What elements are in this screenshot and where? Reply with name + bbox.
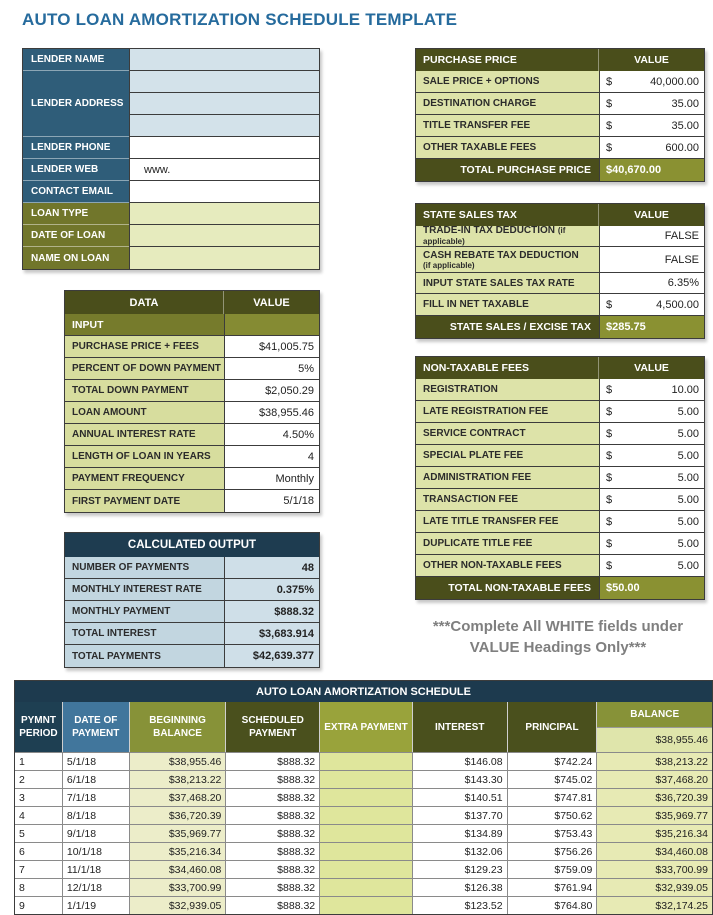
lender-value-cell[interactable] bbox=[129, 115, 319, 137]
data-row-value[interactable]: 4 bbox=[224, 446, 319, 468]
payment-period-cell: 9 bbox=[15, 896, 63, 914]
calculated-output-table bbox=[64, 532, 320, 668]
lender-row bbox=[23, 49, 319, 71]
data-row-value[interactable]: $41,005.75 bbox=[224, 336, 319, 358]
money-row bbox=[416, 533, 704, 555]
money-row bbox=[416, 489, 704, 511]
note-line-1: ***Complete All WHITE fields under bbox=[432, 618, 684, 635]
principal-cell: $753.43 bbox=[508, 824, 598, 842]
schedule-data-row bbox=[15, 770, 712, 788]
lender-values bbox=[129, 181, 319, 203]
currency-symbol: $ bbox=[606, 141, 613, 154]
data-row bbox=[65, 490, 319, 512]
lender-label: LOAN TYPE bbox=[23, 203, 129, 225]
amount: 5.00 bbox=[677, 427, 699, 440]
purchase-price-table bbox=[415, 48, 705, 182]
payment-date-cell: 7/1/18 bbox=[63, 788, 130, 806]
money-row bbox=[416, 445, 704, 467]
amount: 35.00 bbox=[671, 119, 699, 132]
schedule-col-balance: BALANCE bbox=[597, 702, 712, 727]
lender-row bbox=[23, 71, 319, 137]
calc-row bbox=[65, 557, 319, 579]
money-row-label: LATE TITLE TRANSFER FEE bbox=[416, 511, 599, 533]
beginning-balance-cell: $32,939.05 bbox=[130, 896, 227, 914]
schedule-data-row bbox=[15, 878, 712, 896]
money-row bbox=[416, 115, 704, 137]
principal-cell: $759.09 bbox=[508, 860, 598, 878]
schedule-data-row bbox=[15, 788, 712, 806]
data-row-label: FIRST PAYMENT DATE bbox=[65, 490, 224, 512]
data-row bbox=[65, 380, 319, 402]
amount: 10.00 bbox=[671, 383, 699, 396]
currency-symbol: $ bbox=[606, 97, 613, 110]
lender-value-cell[interactable] bbox=[129, 137, 319, 159]
lender-values bbox=[129, 225, 319, 247]
interest-cell: $126.38 bbox=[413, 878, 508, 896]
data-row-label: PURCHASE PRICE + FEES bbox=[65, 336, 224, 358]
money-row-label bbox=[416, 226, 599, 247]
beginning-balance-cell: $38,955.46 bbox=[130, 752, 227, 770]
schedule-col-scheduled-payment: SCHEDULED PAYMENT bbox=[226, 702, 320, 752]
balance-cell: $36,720.39 bbox=[597, 788, 712, 806]
money-row bbox=[416, 555, 704, 577]
calc-row bbox=[65, 601, 319, 623]
extra-payment-cell[interactable] bbox=[320, 788, 413, 806]
balance-cell: $32,174.25 bbox=[597, 896, 712, 914]
scheduled-payment-cell: $888.32 bbox=[226, 842, 320, 860]
scheduled-payment-cell: $888.32 bbox=[226, 860, 320, 878]
amount: 40,000.00 bbox=[650, 75, 699, 88]
money-row-label: LATE REGISTRATION FEE bbox=[416, 401, 599, 423]
money-table-header bbox=[416, 357, 704, 379]
beginning-balance-cell: $35,216.34 bbox=[130, 842, 227, 860]
schedule-col-beginning-balance: BEGINNING BALANCE bbox=[130, 702, 227, 752]
lender-row bbox=[23, 181, 319, 203]
currency-symbol: $ bbox=[606, 515, 613, 528]
money-table-header bbox=[416, 204, 704, 226]
schedule-balance-column bbox=[597, 702, 712, 752]
calc-row bbox=[65, 623, 319, 645]
calc-row-value: 0.375% bbox=[224, 579, 319, 601]
currency-symbol: $ bbox=[606, 383, 613, 396]
data-row bbox=[65, 358, 319, 380]
lender-label: CONTACT EMAIL bbox=[23, 181, 129, 203]
money-row-label: SALE PRICE + OPTIONS bbox=[416, 71, 599, 93]
balance-cell: $35,216.34 bbox=[597, 824, 712, 842]
schedule-data-row bbox=[15, 896, 712, 914]
money-total-label: TOTAL NON-TAXABLE FEES bbox=[416, 577, 599, 599]
scheduled-payment-cell: $888.32 bbox=[226, 788, 320, 806]
page-title: AUTO LOAN AMORTIZATION SCHEDULE TEMPLATE bbox=[22, 10, 458, 29]
calc-row-value: $42,639.377 bbox=[224, 645, 319, 667]
balance-cell: $37,468.20 bbox=[597, 770, 712, 788]
money-total-value bbox=[599, 159, 704, 181]
extra-payment-cell[interactable] bbox=[320, 806, 413, 824]
instruction-note bbox=[408, 616, 708, 658]
payment-date-cell: 10/1/18 bbox=[63, 842, 130, 860]
amount: 5.00 bbox=[677, 537, 699, 550]
currency-symbol: $ bbox=[606, 537, 613, 550]
data-row bbox=[65, 468, 319, 490]
lender-values bbox=[129, 159, 319, 181]
money-row-value[interactable] bbox=[599, 226, 704, 247]
payment-period-cell: 3 bbox=[15, 788, 63, 806]
lender-value-cell[interactable] bbox=[129, 203, 319, 225]
money-row-label: TITLE TRANSFER FEE bbox=[416, 115, 599, 137]
scheduled-payment-cell: $888.32 bbox=[226, 824, 320, 842]
balance-cell: $38,213.22 bbox=[597, 752, 712, 770]
money-row-value[interactable] bbox=[599, 467, 704, 489]
payment-period-cell: 6 bbox=[15, 842, 63, 860]
lender-row bbox=[23, 137, 319, 159]
lender-row bbox=[23, 247, 319, 269]
money-row-label: DUPLICATE TITLE FEE bbox=[416, 533, 599, 555]
money-row-label: DESTINATION CHARGE bbox=[416, 93, 599, 115]
currency-symbol: $ bbox=[606, 75, 613, 88]
interest-cell: $143.30 bbox=[413, 770, 508, 788]
data-row bbox=[65, 446, 319, 468]
amount: 5.00 bbox=[677, 515, 699, 528]
money-row-value[interactable] bbox=[599, 489, 704, 511]
money-row-value[interactable] bbox=[599, 93, 704, 115]
lender-label: LENDER WEB bbox=[23, 159, 129, 181]
money-header-label: PURCHASE PRICE bbox=[416, 49, 599, 71]
money-row bbox=[416, 401, 704, 423]
money-row-label: INPUT STATE SALES TAX RATE bbox=[416, 273, 599, 294]
amount: 6.35% bbox=[667, 277, 699, 289]
beginning-balance-cell: $38,213.22 bbox=[130, 770, 227, 788]
currency-symbol: $ bbox=[606, 427, 613, 440]
lender-value-cell[interactable] bbox=[129, 93, 319, 115]
input-subheader-label: INPUT bbox=[65, 314, 224, 336]
principal-cell: $750.62 bbox=[508, 806, 598, 824]
payment-date-cell: 11/1/18 bbox=[63, 860, 130, 878]
lender-value-cell[interactable]: www. bbox=[129, 159, 319, 181]
lender-values bbox=[129, 247, 319, 269]
money-total-value bbox=[599, 577, 704, 599]
payment-period-cell: 2 bbox=[15, 770, 63, 788]
money-row-value[interactable] bbox=[599, 401, 704, 423]
schedule-data-row bbox=[15, 806, 712, 824]
money-row bbox=[416, 137, 704, 159]
lender-row bbox=[23, 203, 319, 225]
money-row-label: REGISTRATION bbox=[416, 379, 599, 401]
payment-period-cell: 7 bbox=[15, 860, 63, 878]
payment-date-cell: 12/1/18 bbox=[63, 878, 130, 896]
lender-row bbox=[23, 225, 319, 247]
lender-info-table bbox=[22, 48, 320, 270]
data-row-value[interactable]: 5% bbox=[224, 358, 319, 380]
amortization-schedule-table bbox=[14, 680, 713, 915]
money-row-value[interactable] bbox=[599, 273, 704, 294]
data-row-value[interactable]: $38,955.46 bbox=[224, 402, 319, 424]
calc-row-label: TOTAL INTEREST bbox=[65, 623, 224, 645]
currency-symbol: $ bbox=[606, 119, 613, 132]
extra-payment-cell[interactable] bbox=[320, 824, 413, 842]
extra-payment-cell[interactable] bbox=[320, 860, 413, 878]
data-row-value[interactable]: 4.50% bbox=[224, 424, 319, 446]
principal-cell: $756.26 bbox=[508, 842, 598, 860]
data-row-label: LENGTH OF LOAN IN YEARS bbox=[65, 446, 224, 468]
calc-row-value: $3,683.914 bbox=[224, 623, 319, 645]
money-header-label: STATE SALES TAX bbox=[416, 204, 599, 226]
calc-row-value: 48 bbox=[224, 557, 319, 579]
amount: 5.00 bbox=[677, 493, 699, 506]
money-row-label: OTHER NON-TAXABLE FEES bbox=[416, 555, 599, 577]
balance-cell: $33,700.99 bbox=[597, 860, 712, 878]
data-row-label: LOAN AMOUNT bbox=[65, 402, 224, 424]
money-row-value[interactable] bbox=[599, 115, 704, 137]
interest-cell: $134.89 bbox=[413, 824, 508, 842]
schedule-title: AUTO LOAN AMORTIZATION SCHEDULE bbox=[15, 681, 712, 702]
data-row-value[interactable]: Monthly bbox=[224, 468, 319, 490]
amount: 5.00 bbox=[677, 405, 699, 418]
interest-cell: $140.51 bbox=[413, 788, 508, 806]
money-row-label-text: CASH REBATE TAX DEDUCTION bbox=[423, 249, 579, 261]
payment-period-cell: 8 bbox=[15, 878, 63, 896]
loan-data-table bbox=[64, 290, 320, 513]
money-row-label-note: (if applicable) bbox=[423, 260, 475, 270]
money-row-label: SERVICE CONTRACT bbox=[416, 423, 599, 445]
calculated-output-header: CALCULATED OUTPUT bbox=[65, 533, 319, 557]
input-subheader-value bbox=[224, 314, 319, 336]
calc-row bbox=[65, 645, 319, 667]
money-total-row bbox=[416, 316, 704, 338]
money-row-value[interactable] bbox=[599, 511, 704, 533]
payment-date-cell: 1/1/19 bbox=[63, 896, 130, 914]
amount: 600.00 bbox=[665, 141, 699, 154]
money-row-value[interactable] bbox=[599, 137, 704, 159]
currency-symbol: $ bbox=[606, 164, 613, 176]
data-row bbox=[65, 402, 319, 424]
data-row-label: PERCENT OF DOWN PAYMENT bbox=[65, 358, 224, 380]
principal-cell: $747.81 bbox=[508, 788, 598, 806]
amount: 4,500.00 bbox=[656, 298, 699, 311]
lender-value-cell[interactable] bbox=[129, 71, 319, 93]
currency-symbol: $ bbox=[606, 471, 613, 484]
data-row-value[interactable]: $2,050.29 bbox=[224, 380, 319, 402]
input-subheader-row bbox=[65, 314, 319, 336]
data-row-label: TOTAL DOWN PAYMENT bbox=[65, 380, 224, 402]
value-header-label: VALUE bbox=[634, 54, 669, 66]
lender-values bbox=[129, 71, 319, 137]
data-header-label: DATA bbox=[65, 291, 224, 314]
amount: 5.00 bbox=[677, 449, 699, 462]
money-row-label: OTHER TAXABLE FEES bbox=[416, 137, 599, 159]
extra-payment-cell[interactable] bbox=[320, 842, 413, 860]
currency-symbol: $ bbox=[606, 559, 613, 572]
money-row-value[interactable] bbox=[599, 379, 704, 401]
payment-date-cell: 9/1/18 bbox=[63, 824, 130, 842]
schedule-col-principal: PRINCIPAL bbox=[508, 702, 598, 752]
money-total-label: TOTAL PURCHASE PRICE bbox=[416, 159, 599, 181]
calc-row-label: NUMBER OF PAYMENTS bbox=[65, 557, 224, 579]
extra-payment-cell[interactable] bbox=[320, 878, 413, 896]
currency-symbol: $ bbox=[606, 493, 613, 506]
money-total-value bbox=[599, 316, 704, 338]
money-row bbox=[416, 511, 704, 533]
interest-cell: $132.06 bbox=[413, 842, 508, 860]
calc-row-label: MONTHLY PAYMENT bbox=[65, 601, 224, 623]
interest-cell: $123.52 bbox=[413, 896, 508, 914]
principal-cell: $764.80 bbox=[508, 896, 598, 914]
money-row bbox=[416, 226, 704, 247]
amount: FALSE bbox=[664, 253, 699, 266]
data-row-value[interactable]: 5/1/18 bbox=[224, 490, 319, 512]
interest-cell: $137.70 bbox=[413, 806, 508, 824]
money-row bbox=[416, 423, 704, 445]
scheduled-payment-cell: $888.32 bbox=[226, 878, 320, 896]
extra-payment-cell[interactable] bbox=[320, 896, 413, 914]
data-row bbox=[65, 424, 319, 446]
schedule-col-interest: INTEREST bbox=[413, 702, 508, 752]
scheduled-payment-cell: $888.32 bbox=[226, 806, 320, 824]
lender-row bbox=[23, 159, 319, 181]
note-line-2: VALUE Headings Only*** bbox=[469, 639, 647, 656]
interest-cell: $146.08 bbox=[413, 752, 508, 770]
interest-cell: $129.23 bbox=[413, 860, 508, 878]
payment-date-cell: 5/1/18 bbox=[63, 752, 130, 770]
money-row-value[interactable] bbox=[599, 247, 704, 273]
money-row-value[interactable] bbox=[599, 555, 704, 577]
value-header-label: VALUE bbox=[634, 362, 669, 374]
principal-cell: $761.94 bbox=[508, 878, 598, 896]
amount: 5.00 bbox=[677, 559, 699, 572]
money-row-label-text: TRADE-IN TAX DEDUCTION (if applicable) bbox=[423, 225, 566, 246]
money-table-header bbox=[416, 49, 704, 71]
schedule-header-row bbox=[15, 702, 712, 752]
calc-row bbox=[65, 579, 319, 601]
initial-balance-cell: $38,955.46 bbox=[597, 727, 712, 752]
lender-value-cell[interactable] bbox=[129, 181, 319, 203]
amount: $285.75 bbox=[606, 321, 646, 333]
payment-date-cell: 8/1/18 bbox=[63, 806, 130, 824]
scheduled-payment-cell: $888.32 bbox=[226, 896, 320, 914]
money-row-label: FILL IN NET TAXABLE bbox=[416, 294, 599, 316]
money-row-value[interactable] bbox=[599, 71, 704, 93]
payment-period-cell: 5 bbox=[15, 824, 63, 842]
beginning-balance-cell: $35,969.77 bbox=[130, 824, 227, 842]
currency-symbol: $ bbox=[606, 405, 613, 418]
lender-values bbox=[129, 49, 319, 71]
money-header-label: NON-TAXABLE FEES bbox=[416, 357, 599, 379]
calc-row-label: TOTAL PAYMENTS bbox=[65, 645, 224, 667]
lender-values bbox=[129, 203, 319, 225]
schedule-data-row bbox=[15, 824, 712, 842]
state-sales-tax-table bbox=[415, 203, 705, 339]
money-row-value[interactable] bbox=[599, 294, 704, 316]
money-row bbox=[416, 273, 704, 294]
lender-value-cell[interactable] bbox=[129, 49, 319, 71]
money-row bbox=[416, 467, 704, 489]
schedule-col-date-of-payment: DATE OF PAYMENT bbox=[63, 702, 130, 752]
calc-row-label: MONTHLY INTEREST RATE bbox=[65, 579, 224, 601]
balance-cell: $35,969.77 bbox=[597, 806, 712, 824]
principal-cell: $745.02 bbox=[508, 770, 598, 788]
payment-date-cell: 6/1/18 bbox=[63, 770, 130, 788]
balance-cell: $34,460.08 bbox=[597, 842, 712, 860]
currency-symbol: $ bbox=[606, 582, 613, 594]
value-header-label: VALUE bbox=[634, 209, 669, 221]
value-header-label: VALUE bbox=[253, 296, 290, 309]
schedule-col-extra-payment: EXTRA PAYMENT bbox=[320, 702, 413, 752]
extra-payment-cell[interactable] bbox=[320, 770, 413, 788]
money-row bbox=[416, 247, 704, 273]
money-row-value[interactable] bbox=[599, 423, 704, 445]
amount: 5.00 bbox=[677, 471, 699, 484]
payment-period-cell: 4 bbox=[15, 806, 63, 824]
schedule-data-row bbox=[15, 842, 712, 860]
beginning-balance-cell: $33,700.99 bbox=[130, 878, 227, 896]
money-total-row bbox=[416, 159, 704, 181]
beginning-balance-cell: $36,720.39 bbox=[130, 806, 227, 824]
principal-cell: $742.24 bbox=[508, 752, 598, 770]
money-row bbox=[416, 294, 704, 316]
money-row-label-note: (if applicable) bbox=[423, 226, 566, 246]
money-total-label: STATE SALES / EXCISE TAX bbox=[416, 316, 599, 338]
lender-label: DATE OF LOAN bbox=[23, 225, 129, 247]
non-taxable-fees-table bbox=[415, 356, 705, 600]
money-row bbox=[416, 93, 704, 115]
lender-value-cell[interactable] bbox=[129, 247, 319, 269]
money-row-value[interactable] bbox=[599, 445, 704, 467]
payment-period-cell: 1 bbox=[15, 752, 63, 770]
beginning-balance-cell: $34,460.08 bbox=[130, 860, 227, 878]
beginning-balance-cell: $37,468.20 bbox=[130, 788, 227, 806]
calc-row-value: $888.32 bbox=[224, 601, 319, 623]
money-row bbox=[416, 379, 704, 401]
money-row-label: SPECIAL PLATE FEE bbox=[416, 445, 599, 467]
scheduled-payment-cell: $888.32 bbox=[226, 770, 320, 788]
balance-cell: $32,939.05 bbox=[597, 878, 712, 896]
schedule-col-pymnt-period: PYMNT PERIOD bbox=[15, 702, 63, 752]
schedule-data-row bbox=[15, 860, 712, 878]
lender-value-cell[interactable] bbox=[129, 225, 319, 247]
money-row bbox=[416, 71, 704, 93]
currency-symbol: $ bbox=[606, 449, 613, 462]
money-row-label: ADMINISTRATION FEE bbox=[416, 467, 599, 489]
lender-label: NAME ON LOAN bbox=[23, 247, 129, 269]
money-total-row bbox=[416, 577, 704, 599]
money-row-label: TRANSACTION FEE bbox=[416, 489, 599, 511]
schedule-data-row bbox=[15, 752, 712, 770]
amount: 50.00 bbox=[612, 582, 640, 594]
lender-label: LENDER PHONE bbox=[23, 137, 129, 159]
lender-label: LENDER NAME bbox=[23, 49, 129, 71]
extra-payment-cell[interactable] bbox=[320, 752, 413, 770]
amount: 35.00 bbox=[671, 97, 699, 110]
data-row-label: ANNUAL INTEREST RATE bbox=[65, 424, 224, 446]
data-row-label: PAYMENT FREQUENCY bbox=[65, 468, 224, 490]
money-row-value[interactable] bbox=[599, 533, 704, 555]
data-table-header bbox=[65, 291, 319, 314]
money-row-label bbox=[416, 247, 599, 273]
currency-symbol: $ bbox=[606, 298, 613, 311]
data-row bbox=[65, 336, 319, 358]
amount: FALSE bbox=[664, 230, 699, 242]
scheduled-payment-cell: $888.32 bbox=[226, 752, 320, 770]
lender-values bbox=[129, 137, 319, 159]
amount: 40,670.00 bbox=[612, 164, 662, 176]
lender-label: LENDER ADDRESS bbox=[23, 71, 129, 137]
